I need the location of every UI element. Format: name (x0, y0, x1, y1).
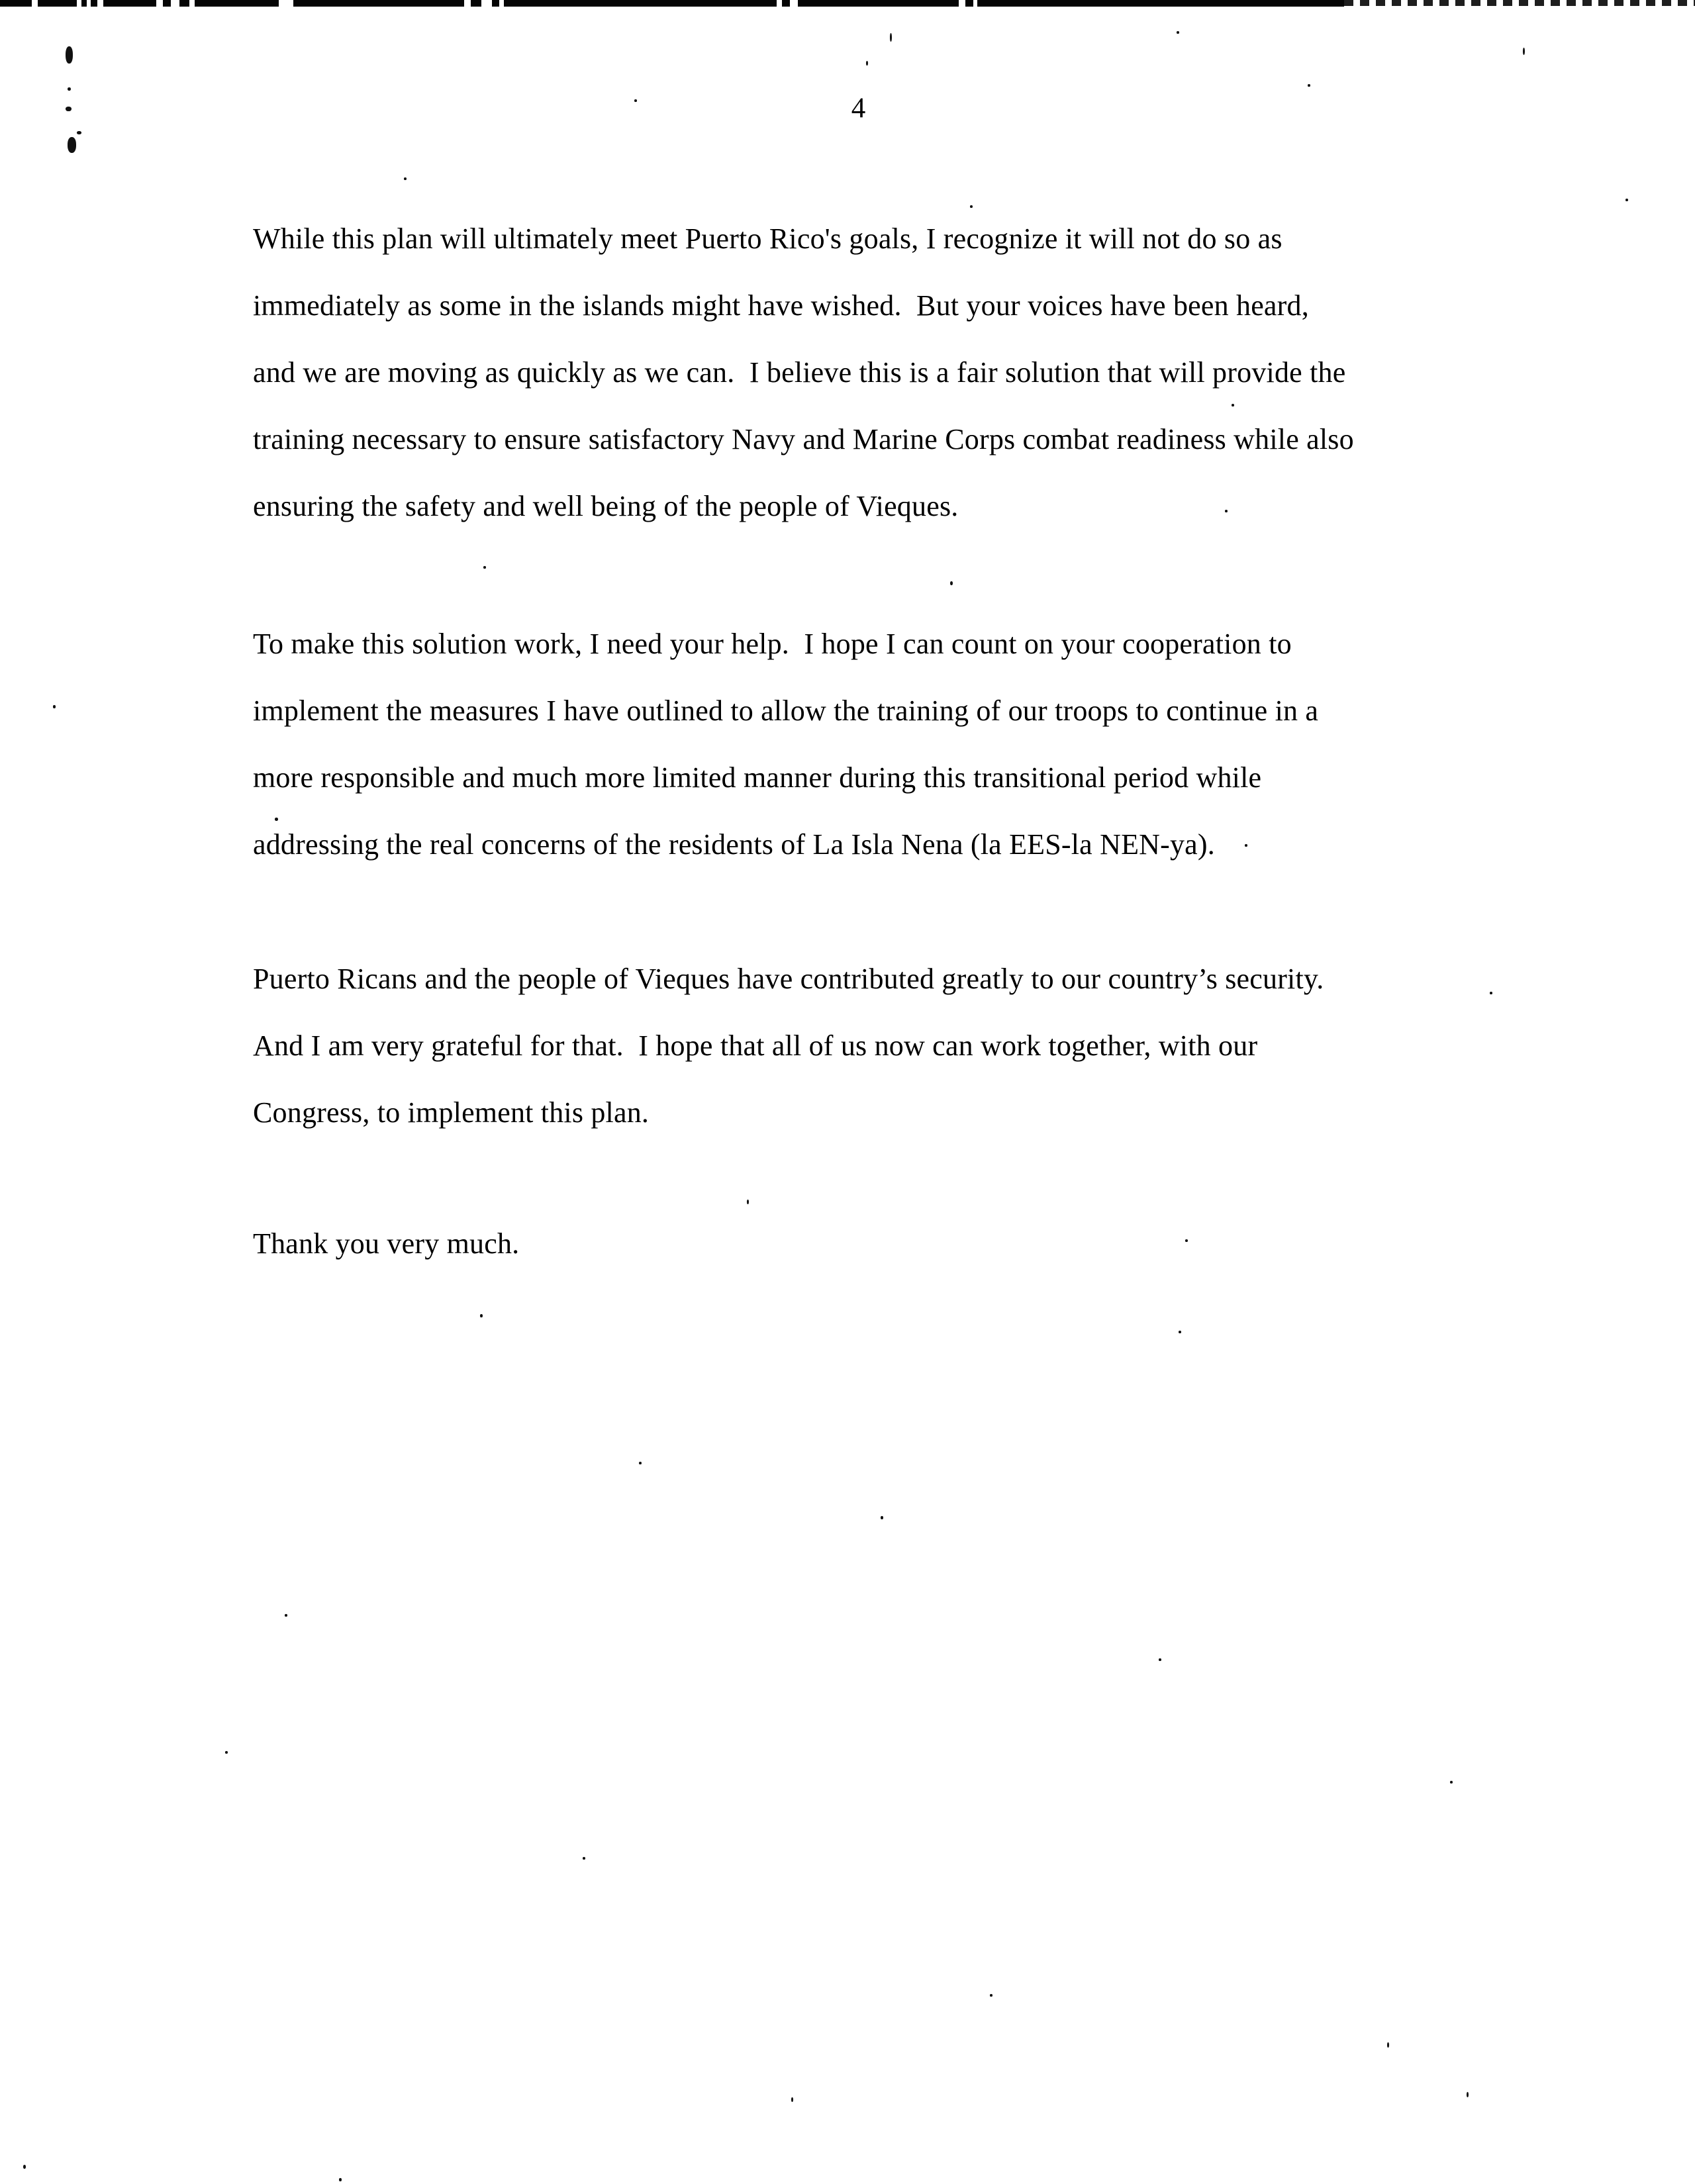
scan-speck (68, 87, 71, 91)
scan-speck (1467, 2092, 1469, 2097)
text-line: addressing the real concerns of the residents of La Isla Nena (la EES-la NEN-ya). (253, 828, 1215, 861)
scan-speck (1185, 1239, 1188, 1242)
page-number: 4 (851, 93, 867, 124)
scan-speck (480, 1314, 483, 1317)
scan-speck (639, 1462, 642, 1464)
text-line: ensuring the safety and well being of the people of Vieques. (253, 490, 959, 522)
paragraph-3 (253, 945, 1324, 1146)
scan-speck (285, 1614, 287, 1617)
text-line: and we are moving as quickly as we can. I believe this is a fair solution that will provide the (253, 356, 1346, 389)
text-line: To make this solution work, I need your help. I hope I can count on your cooperation to (253, 628, 1292, 660)
scan-speck (1225, 510, 1228, 512)
scan-speck (404, 177, 407, 180)
scan-speck (225, 1751, 228, 1754)
text-line: immediately as some in the islands might have wished. But your voices have been heard, (253, 289, 1309, 322)
text-line: And I am very grateful for that. I hope that all of us now can work together, with our (253, 1029, 1258, 1062)
scan-speck (950, 581, 953, 585)
scan-speck (483, 566, 486, 569)
paragraph-2 (253, 610, 1318, 878)
text-line: more responsible and much more limited manner during this transitional period while (253, 761, 1262, 794)
scan-speck (66, 107, 72, 111)
scan-speck (866, 61, 868, 66)
paragraph-4 (253, 1210, 519, 1277)
scan-speck (1490, 992, 1492, 994)
scan-speck (1387, 2042, 1389, 2048)
scan-speck (747, 1200, 749, 1204)
scan-speck (881, 1516, 883, 1519)
scan-speck (1625, 199, 1628, 201)
scan-speck (1308, 84, 1310, 87)
scan-speck (990, 1994, 993, 1997)
text-line: Puerto Ricans and the people of Vieques have contributed greatly to our country’s security. (253, 963, 1324, 995)
paragraph-1 (253, 205, 1354, 540)
scan-speck (583, 1857, 585, 1860)
scan-speck (1450, 1781, 1453, 1783)
scan-speck (1159, 1658, 1161, 1661)
scan-speck (1232, 404, 1234, 406)
scan-artifact-top-band (0, 0, 1344, 7)
scan-speck (634, 99, 637, 102)
scan-speck (970, 205, 973, 208)
text-line: Thank you very much. (253, 1227, 520, 1260)
scan-speck (23, 2165, 26, 2169)
scan-speck (791, 2097, 793, 2102)
scan-speck (68, 137, 76, 153)
scan-artifact-band-dashes (1344, 0, 1695, 6)
scan-speck (1179, 1331, 1181, 1333)
scan-speck (66, 46, 73, 64)
scan-speck (77, 131, 81, 134)
scan-speck (1177, 31, 1179, 34)
text-line: training necessary to ensure satisfactory Navy and Marine Corps combat readiness while also (253, 423, 1354, 455)
scan-speck (1245, 844, 1247, 847)
scan-speck (53, 705, 56, 708)
text-line: Congress, to implement this plan. (253, 1096, 650, 1129)
text-line: implement the measures I have outlined to allow the training of our troops to continue in a (253, 694, 1319, 727)
scan-speck (339, 2178, 342, 2181)
scan-speck (890, 33, 892, 42)
text-line: While this plan will ultimately meet Puerto Rico's goals, I recognize it will not do so as (253, 222, 1283, 255)
scan-speck (275, 818, 278, 821)
scan-speck (1523, 48, 1525, 55)
